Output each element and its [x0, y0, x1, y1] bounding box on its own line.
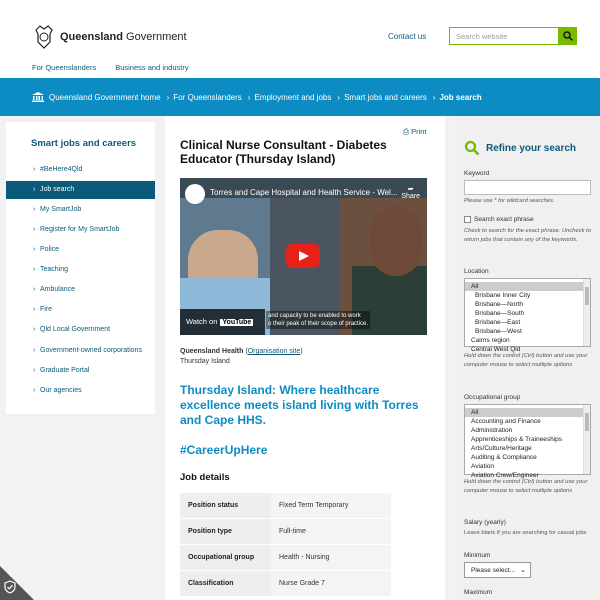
sidebar-item-label: #BeHere4Qld: [40, 166, 83, 173]
occ-option[interactable]: Administration: [471, 427, 513, 434]
keyword-hint: Please use * for wildcard searches.: [464, 198, 555, 204]
sidebar-item-label: Qld Local Government: [40, 326, 111, 333]
occ-option[interactable]: Auditing & Compliance: [471, 454, 537, 461]
organisation-info: Queensland Health (Organisation site) Thursday Island: [180, 348, 303, 365]
print-label: Print: [411, 127, 427, 136]
exact-phrase-hint: Check to search for the exact phrase. Uncheck to return jobs that contain any of the keywords.: [464, 228, 591, 243]
occ-option[interactable]: Aviation: [471, 463, 495, 470]
sidebar-item-label: My SmartJob: [40, 206, 82, 213]
sidebar-item-police[interactable]: [6, 241, 155, 259]
print-link[interactable]: [403, 127, 427, 137]
video-player[interactable]: [180, 178, 427, 335]
video-caption-line1: and capacity to be enabled to work: [268, 313, 361, 319]
search-input[interactable]: Search website: [449, 27, 559, 45]
breadcrumb-home[interactable]: Queensland Government home: [49, 92, 161, 102]
video-caption-line2: o their peak of their scope of practice.: [268, 321, 369, 327]
sidebar-item-label: Government-owned corporations: [40, 347, 142, 354]
detail-key: Position type: [180, 519, 271, 544]
occ-option[interactable]: Aviation Crew/Engineer: [471, 472, 539, 479]
youtube-logo: YouTube: [222, 319, 252, 326]
detail-value: Fixed Term Temporary: [271, 493, 391, 518]
location-option[interactable]: Brisbane—North: [475, 301, 524, 308]
location-option[interactable]: Brisbane Inner City: [475, 292, 531, 299]
chevron-right-icon: ›: [33, 306, 36, 313]
table-row: [180, 571, 391, 597]
detail-value: Nurse Grade 7: [271, 571, 391, 596]
video-person-patient: [370, 206, 422, 276]
occ-option[interactable]: Arts/Culture/Heritage: [471, 445, 532, 452]
sidebar-item-my-smartjob[interactable]: [6, 201, 155, 219]
chevron-right-icon: ›: [33, 286, 36, 293]
chevron-right-icon: ›: [33, 246, 36, 253]
qld-gov-logo[interactable]: [32, 24, 187, 50]
location-option[interactable]: Cairns region: [471, 337, 510, 344]
video-caption: [266, 311, 370, 329]
sidebar-item-behere4qld[interactable]: [6, 161, 155, 179]
chevron-right-icon: ›: [337, 92, 341, 102]
job-headline: Thursday Island: Where healthcare excellence meets island living with Torres and Cape HHS.: [180, 383, 419, 427]
breadcrumb-employment[interactable]: Employment and jobs: [254, 92, 332, 102]
search-icon: [563, 31, 573, 41]
logo-text-bold: Queensland: [60, 31, 123, 43]
occupational-group-label: Occupational group: [464, 394, 521, 401]
sidebar-item-teaching[interactable]: [6, 261, 155, 279]
keyword-label: Keyword: [464, 170, 490, 177]
breadcrumb-smart-jobs[interactable]: Smart jobs and careers: [344, 92, 427, 102]
chevron-right-icon: ›: [166, 92, 170, 102]
sidebar-item-register[interactable]: [6, 221, 155, 239]
top-nav: [32, 63, 189, 72]
watch-on-youtube-button[interactable]: [180, 309, 265, 335]
sidebar-nav: [6, 122, 155, 414]
job-details-table: [180, 493, 391, 597]
salary-hint: Leave blank if you are searching for casual jobs: [464, 530, 587, 536]
chevron-right-icon: ›: [33, 166, 36, 173]
location-option[interactable]: Central West Qld: [471, 346, 521, 353]
detail-key: Classification: [180, 571, 271, 596]
refine-title: Refine your search: [486, 142, 577, 154]
breadcrumb: [32, 92, 482, 102]
chevron-right-icon: ›: [33, 367, 36, 374]
hashtag-heading: #CareerUpHere: [180, 443, 268, 457]
video-title[interactable]: Torres and Cape Hospital and Health Service - Wel...: [210, 188, 398, 197]
chevron-right-icon: ›: [33, 387, 36, 394]
organisation-name: Queensland Health: [180, 348, 244, 355]
organisation-site-link[interactable]: Organisation site: [247, 348, 301, 355]
share-icon: ➦: [407, 186, 414, 193]
sidebar-item-label: Graduate Portal: [40, 367, 90, 374]
sidebar-item-goc[interactable]: [6, 342, 155, 360]
contact-us-link[interactable]: Contact us: [388, 32, 427, 41]
breadcrumb-current: Job search: [439, 92, 482, 102]
sidebar-item-graduate-portal[interactable]: [6, 362, 155, 380]
occupational-scrollbar[interactable]: [583, 405, 590, 474]
sidebar-item-local-government[interactable]: [6, 321, 155, 339]
table-row: [180, 519, 391, 545]
location-options: [465, 279, 590, 354]
sidebar-item-label: Job search: [40, 186, 75, 193]
occ-option-all[interactable]: All: [465, 408, 590, 417]
location-hint: Hold down the control (Ctrl) button and use your computer mouse to select multiple options: [464, 353, 588, 368]
minimum-salary-select[interactable]: [464, 562, 531, 578]
chevron-right-icon: ›: [33, 206, 36, 213]
occupational-hint: Hold down the control (Ctrl) button and use your computer mouse to select multiple options: [464, 479, 588, 494]
occupational-group-select[interactable]: [464, 404, 591, 479]
table-row: [180, 545, 391, 571]
logo-text-rest: Government: [122, 31, 187, 43]
chevron-right-icon: ›: [33, 226, 36, 233]
share-label: Share: [401, 193, 420, 200]
sidebar-item-ambulance[interactable]: [6, 281, 155, 299]
location-option-all[interactable]: All: [465, 282, 590, 291]
sidebar-item-label: Register for My SmartJob: [40, 226, 120, 233]
detail-value: Full-time: [271, 519, 391, 544]
occ-option[interactable]: Apprenticeships & Traineeships: [471, 436, 563, 443]
exact-phrase-checkbox[interactable]: [464, 216, 471, 223]
keyword-input[interactable]: [464, 180, 591, 195]
chevron-right-icon: ›: [247, 92, 251, 102]
detail-key: Occupational group: [180, 545, 271, 570]
sidebar-item-label: Fire: [40, 306, 53, 313]
chevron-right-icon: ›: [33, 326, 36, 333]
occupational-options: [465, 405, 590, 480]
government-building-icon: [32, 92, 44, 102]
sidebar-title[interactable]: Smart jobs and careers: [31, 138, 137, 149]
minimum-salary-value: Please select...: [471, 567, 516, 574]
sidebar-item-fire[interactable]: [6, 301, 155, 319]
breadcrumb-for-queenslanders[interactable]: For Queenslanders: [173, 92, 242, 102]
salary-label: Salary (yearly): [464, 519, 506, 526]
refine-heading: [464, 140, 576, 156]
sidebar-item-our-agencies[interactable]: [6, 382, 155, 400]
watch-on-label: Watch on: [186, 317, 218, 326]
occ-option[interactable]: Accounting and Finance: [471, 418, 541, 425]
topnav-business-industry[interactable]: Business and industry: [115, 63, 189, 72]
sidebar-item-label: Ambulance: [40, 286, 76, 293]
topnav-for-queenslanders[interactable]: For Queenslanders: [32, 63, 97, 72]
detail-value: Health - Nursing: [271, 545, 391, 570]
job-location: Thursday Island: [180, 358, 230, 365]
shield-check-icon: [4, 580, 16, 594]
chevron-right-icon: ›: [33, 186, 36, 193]
page-title: Clinical Nurse Consultant - Diabetes Educator (Thursday Island): [180, 138, 387, 166]
minimum-label: Minimum: [464, 552, 491, 559]
location-scrollbar[interactable]: [583, 279, 590, 346]
chevron-right-icon: ›: [432, 92, 436, 102]
exact-phrase-label: Search exact phrase: [474, 216, 534, 223]
play-button[interactable]: [286, 244, 320, 268]
share-button[interactable]: [401, 185, 420, 200]
printer-icon: ⎙: [403, 127, 412, 136]
chevron-down-icon: ⌄: [520, 567, 526, 574]
sidebar-item-label: Teaching: [40, 266, 69, 273]
table-row: [180, 493, 391, 519]
location-label: Location: [464, 268, 489, 275]
search-button[interactable]: [559, 27, 577, 45]
chevron-right-icon: ›: [33, 266, 36, 273]
job-details-heading: Job details: [180, 472, 230, 483]
location-select[interactable]: [464, 278, 591, 353]
location-option[interactable]: Brisbane—West: [475, 328, 522, 335]
sidebar-item-job-search[interactable]: [6, 181, 155, 199]
chevron-right-icon: ›: [33, 347, 36, 354]
coat-of-arms-icon: [32, 24, 56, 50]
maximum-label: Maximum: [464, 589, 493, 596]
search-icon: [464, 140, 480, 156]
location-option[interactable]: Brisbane—East: [475, 319, 521, 326]
sidebar-item-label: Police: [40, 246, 60, 253]
detail-key: Position status: [180, 493, 271, 518]
location-option[interactable]: Brisbane—South: [475, 310, 525, 317]
sidebar-item-label: Our agencies: [40, 387, 82, 394]
channel-avatar[interactable]: [185, 184, 205, 204]
